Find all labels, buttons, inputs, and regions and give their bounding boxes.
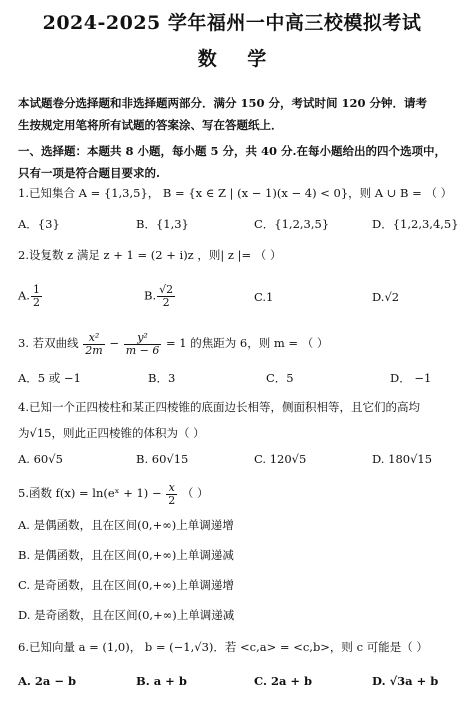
question-5-option-a: A. 是偶函数，且在区间(0,+∞)上单调递增 <box>18 518 234 532</box>
fraction-numerator: 1 <box>32 283 40 296</box>
question-5-fraction <box>166 482 177 507</box>
question-1-option-a: A．{3} <box>18 217 60 231</box>
question-3-stem-suffix: = 1 的焦距为 6，则 m = （ ） <box>165 336 329 350</box>
question-1-option-c: C．{1,2,3,5} <box>254 217 330 231</box>
fraction-numerator: x² <box>83 332 104 345</box>
exam-title: 2024-2025 学年福州一中高三校模拟考试 <box>42 12 422 34</box>
question-4-stem <box>18 394 452 446</box>
fraction-denominator: 2m <box>85 343 103 357</box>
question-6-option-d: D. √3a + b <box>372 674 439 688</box>
question-1-stem: 1.已知集合 A = {1,3,5}， B = {x ∈ Z | (x − 1)(x − 4) < 0}，则 A ∪ B = （ ） <box>18 186 453 200</box>
section-line-2: 只有一项是符合题目要求的. <box>18 166 161 180</box>
question-2-option-b-fraction <box>157 284 175 309</box>
question-3-option-a: A．5 或 −1 <box>18 371 81 385</box>
fraction-denominator: m − 6 <box>125 343 160 357</box>
question-4-option-a: A. 60√5 <box>18 452 63 466</box>
question-3-stem <box>18 328 452 358</box>
question-5-stem-prefix: 5.函数 f(x) = ln(eˣ + 1) − <box>18 486 162 500</box>
question-3-fraction-1 <box>83 332 104 357</box>
instructions-line-1: 本试题卷分选择题和非选择题两部分．满分 150 分，考试时间 120 分钟．请考 <box>18 96 428 110</box>
question-4-option-b: B. 60√15 <box>136 452 189 466</box>
fraction-denominator: 2 <box>168 493 176 507</box>
question-2-option-a-letter: A. <box>18 288 30 303</box>
question-3-option-d: D． −1 <box>390 371 432 385</box>
question-1-option-b: B．{1,3} <box>136 217 189 231</box>
minus-sign: − <box>109 336 120 350</box>
question-2-option-d-value: √2 <box>384 290 400 304</box>
question-2-option-c: C.1 <box>254 290 274 304</box>
question-1-option-d: D．{1,2,3,4,5} <box>372 217 459 231</box>
question-4-option-d: D. 180√15 <box>372 452 433 466</box>
question-5-option-d: D. 是奇函数，且在区间(0,+∞)上单调递减 <box>18 608 235 622</box>
instructions-line-2: 生按规定用笔将所有试题的答案涂、写在答题纸上． <box>18 118 283 132</box>
section-heading <box>18 140 452 184</box>
question-3-option-c: C．5 <box>266 371 294 385</box>
question-6-stem: 6.已知向量 a = (1,0)， b = (−1,√3)．若 <c,a> = <c,b>，则 c 可能是（ ） <box>18 640 428 654</box>
question-4-stem-line-2: 为√15，则此正四棱锥的体积为（ ） <box>18 426 205 440</box>
question-2-option-a <box>18 284 43 309</box>
fraction-numerator: y² <box>124 332 162 345</box>
question-3-option-b: B．3 <box>148 371 176 385</box>
question-2-option-b <box>144 284 176 309</box>
question-2-options <box>18 278 452 314</box>
question-4-option-c: C. 120√5 <box>254 452 307 466</box>
question-2-option-d-letter: D. <box>372 290 385 304</box>
question-2-option-a-fraction <box>31 284 42 309</box>
question-3-stem-prefix: 3. 若双曲线 <box>18 336 79 350</box>
fraction-denominator: 2 <box>162 296 170 309</box>
section-line-1: 一、选择题：本题共 8 小题，每小题 5 分，共 40 分.在每小题给出的四个选项中， <box>18 144 447 158</box>
instructions <box>18 92 452 136</box>
question-5-stem-suffix: （ ） <box>181 486 209 500</box>
question-5-stem <box>18 478 452 508</box>
question-2-stem: 2.设复数 z 满足 z + 1 = (2 + i)z ，则| z |= （ ） <box>18 248 282 262</box>
fraction-numerator: x <box>166 482 177 495</box>
fraction-denominator: 2 <box>32 296 40 309</box>
exam-subject: 数 学 <box>197 48 279 70</box>
fraction-numerator: √2 <box>159 283 174 296</box>
question-3-fraction-2 <box>124 332 162 357</box>
question-6-option-c: C. 2a + b <box>254 674 313 688</box>
question-5-option-b: B. 是偶函数，且在区间(0,+∞)上单调递减 <box>18 548 234 562</box>
question-5-option-c: C. 是奇函数，且在区间(0,+∞)上单调递增 <box>18 578 234 592</box>
question-6-option-a: A. 2a − b <box>18 674 77 688</box>
question-2-option-d <box>372 290 399 304</box>
question-4-stem-line-1: 4.已知一个正四棱柱和某正四棱锥的底面边长相等，侧面积相等，且它们的高均 <box>18 400 420 414</box>
question-6-option-b: B. a + b <box>136 674 187 688</box>
question-2-option-b-letter: B. <box>144 288 157 303</box>
